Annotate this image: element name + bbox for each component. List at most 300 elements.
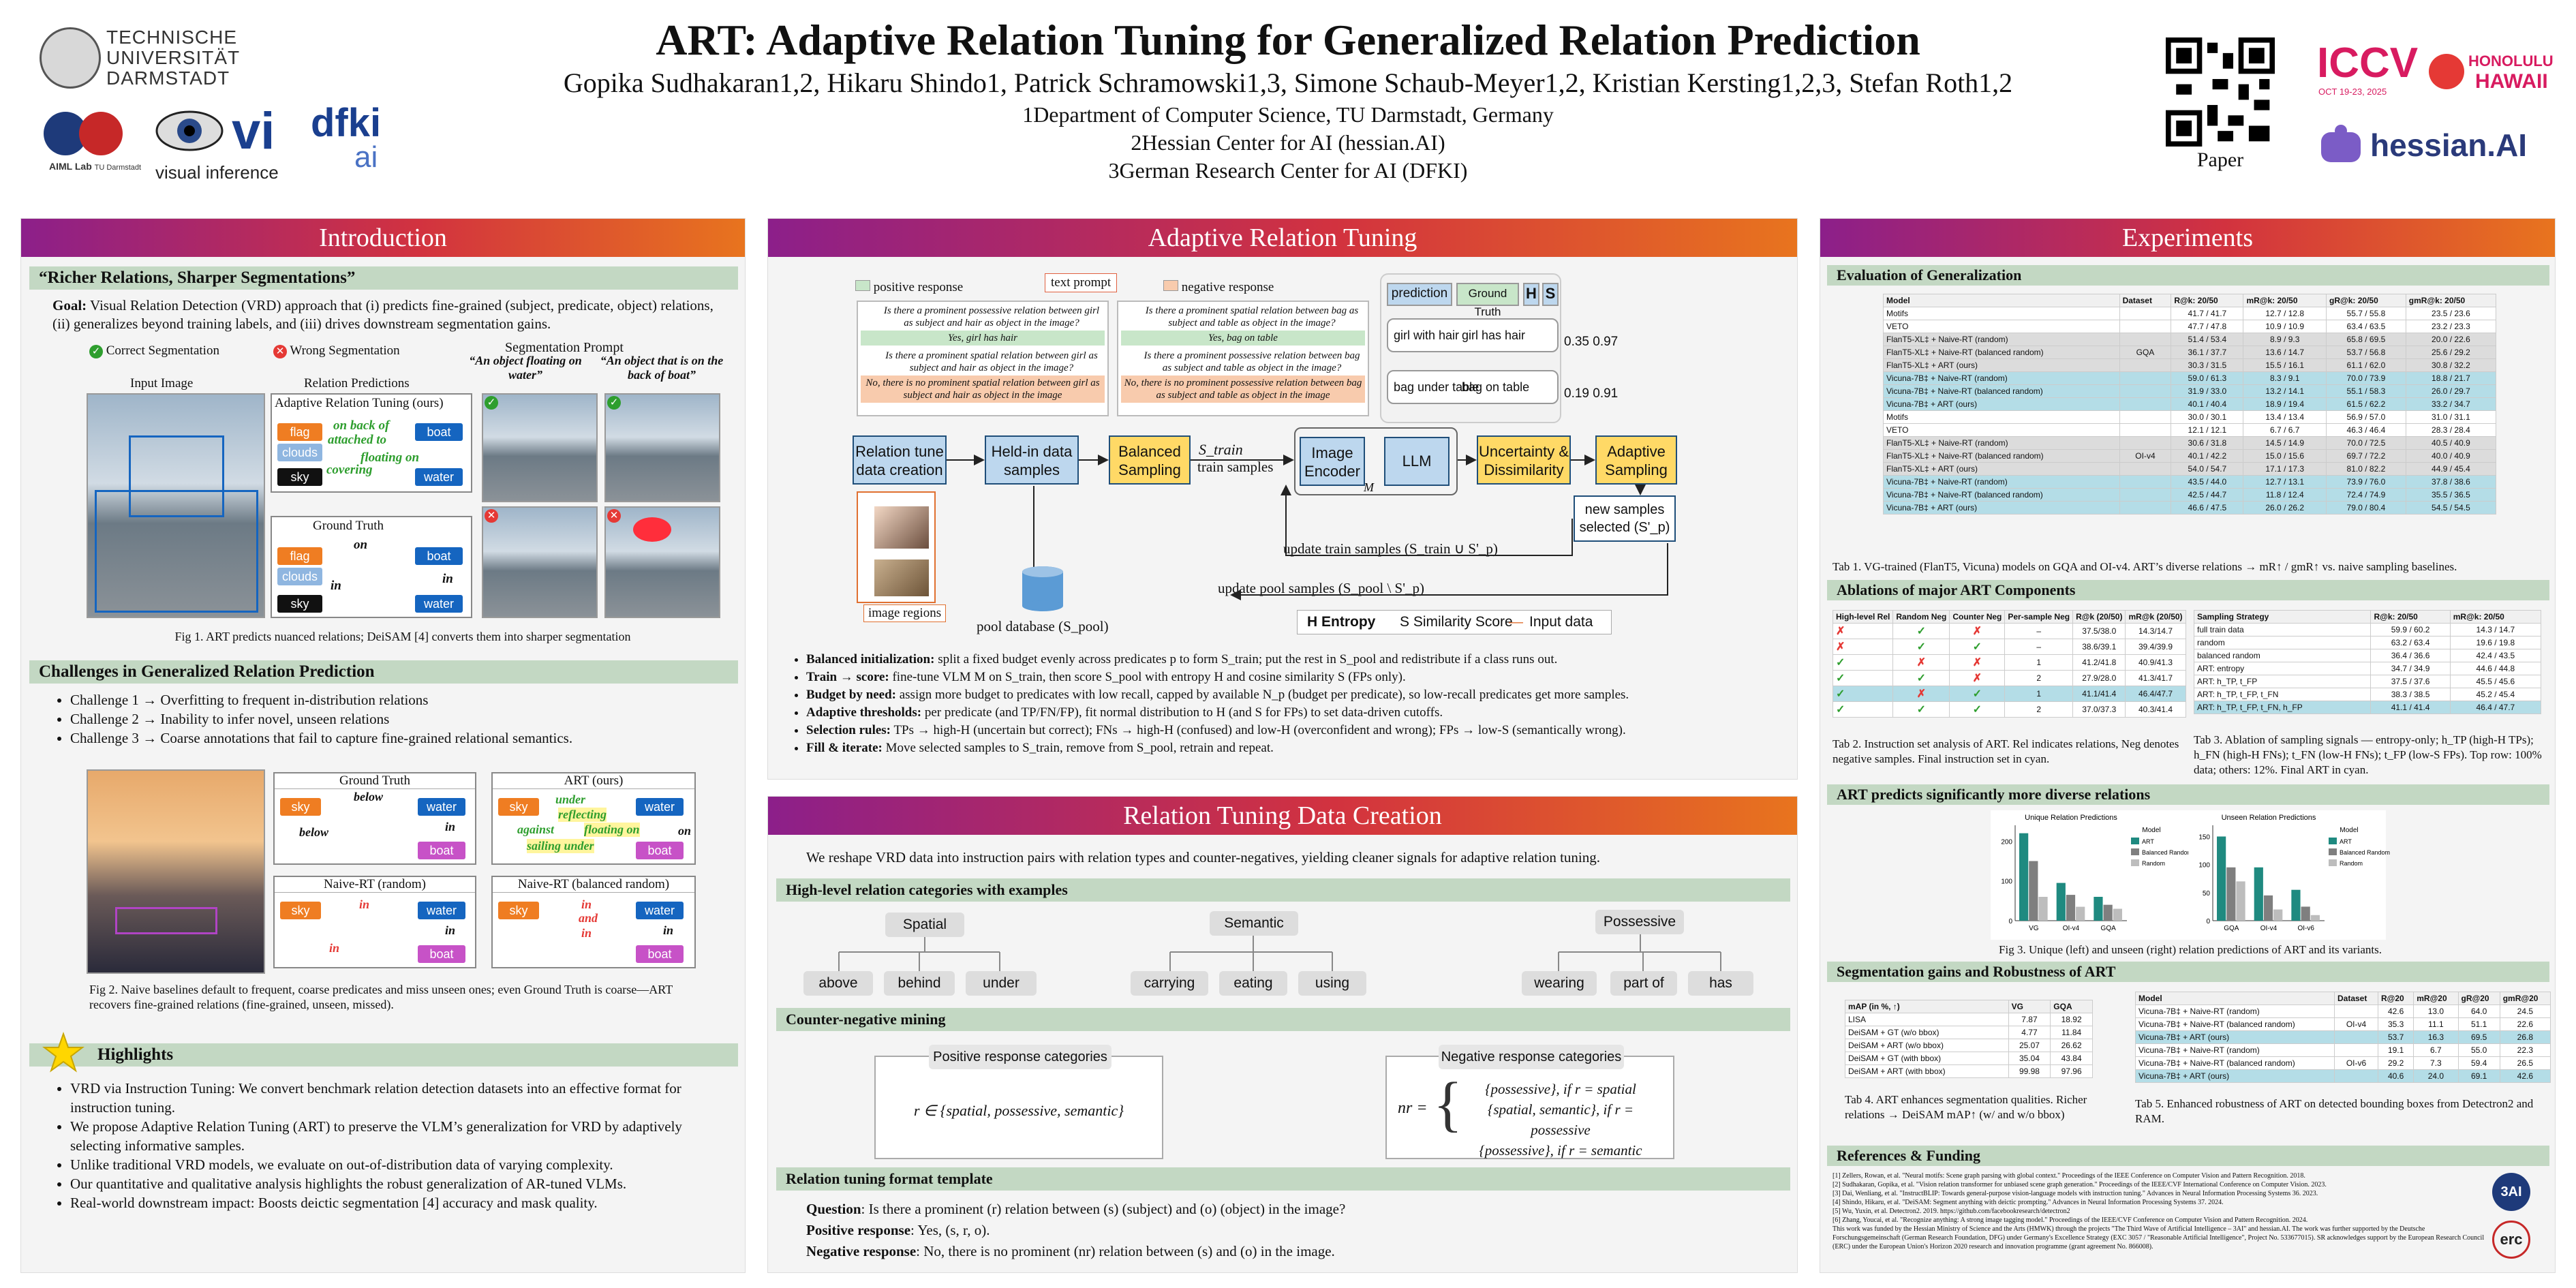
table-cell: 42.5 / 44.7 bbox=[2171, 489, 2243, 502]
table-header-cell: Per-sample Neg bbox=[2005, 611, 2073, 624]
table-row bbox=[1884, 424, 2496, 437]
table-cell: 20.0 / 22.6 bbox=[2406, 333, 2496, 346]
table-cell: 33.2 / 34.7 bbox=[2406, 398, 2496, 411]
affiliation-2: 2Hessian Center for AI (hessian.AI) bbox=[1131, 130, 1445, 155]
counter-negative-heading: Counter-negative mining bbox=[776, 1008, 1790, 1031]
y-tick-label: 200 bbox=[2001, 838, 2012, 846]
table-cell: 43.84 bbox=[2051, 1052, 2093, 1065]
references-heading: References & Funding bbox=[1827, 1146, 2549, 1166]
cross-icon: ✕ bbox=[273, 345, 287, 358]
table-cell bbox=[2119, 476, 2171, 489]
table-row bbox=[2194, 675, 2541, 688]
table-row bbox=[1845, 1052, 2093, 1065]
new-samples-selected: new samples selected (S'_p) bbox=[1574, 495, 1676, 542]
table-cell: 44.6 / 44.8 bbox=[2450, 662, 2541, 675]
positive-response-legend: positive response bbox=[855, 280, 963, 295]
image-regions-panel bbox=[857, 491, 936, 603]
legend-swatch bbox=[2131, 838, 2139, 844]
table-cell: 59.0 / 61.3 bbox=[2171, 372, 2243, 385]
table-cell: 46.4/47.7 bbox=[2126, 686, 2186, 702]
table-cell: Vicuna-7B‡ + Naive-RT (balanced random) bbox=[2136, 1057, 2335, 1070]
table-cell: 26.0 / 29.7 bbox=[2406, 385, 2496, 398]
table-header-cell: mR@20 bbox=[2414, 992, 2458, 1005]
gt-node-clouds: clouds bbox=[277, 568, 322, 585]
legend-wrong: ✕ Wrong Segmentation bbox=[273, 341, 400, 360]
hessian-ai-logo bbox=[2317, 121, 2549, 169]
table-row bbox=[1833, 639, 2186, 655]
table-cell: 14.5 / 14.9 bbox=[2243, 437, 2327, 450]
legend-swatch bbox=[2329, 848, 2337, 855]
paper-qr-code-icon[interactable] bbox=[2166, 37, 2275, 147]
update-train-label: update train samples (S_train ∪ S'_p) bbox=[1283, 540, 1498, 557]
fig2-naive-random: Naive-RT (random) sky water boat in in in bbox=[273, 876, 476, 968]
table-cell: 31.0 / 31.1 bbox=[2406, 411, 2496, 424]
star-icon bbox=[43, 1032, 84, 1073]
table-cell: 46.3 / 46.4 bbox=[2327, 424, 2406, 437]
table-header-cell: mR@k: 20/50 bbox=[2450, 611, 2541, 624]
table-cell bbox=[2119, 372, 2171, 385]
table-cell: 46.6 / 47.5 bbox=[2171, 502, 2243, 515]
nr-cases: {possessive}, if r = spatial {spatial, semantic}, if r = possessive {possessive}, if r = semantic bbox=[1479, 1081, 1642, 1159]
table-cell: 63.2 / 63.4 bbox=[2371, 637, 2450, 649]
template-negative: Negative response: No, there is no prominent (nr) relation between (s) and (o) in the image. bbox=[806, 1243, 1335, 1259]
table-cell: 42.6 bbox=[2378, 1005, 2414, 1018]
table-cell: FlanT5-XL‡ + Naive-RT (random) bbox=[1884, 437, 2120, 450]
example-carrying: carrying bbox=[1131, 971, 1208, 996]
image-regions-label: image regions bbox=[863, 604, 946, 622]
table-cell: 16.3 bbox=[2414, 1031, 2458, 1044]
table-cell: 8.9 / 9.3 bbox=[2243, 333, 2327, 346]
table-cell: 11.8 / 12.4 bbox=[2243, 489, 2327, 502]
check-icon: ✓ bbox=[89, 345, 103, 358]
node-flag: flag bbox=[277, 423, 322, 441]
table-cell: Vicuna-7B‡ + Naive-RT (balanced random) bbox=[1884, 385, 2120, 398]
table-cell: DeiSAM + ART (with bbox) bbox=[1845, 1065, 2009, 1078]
sunset-boat-image bbox=[87, 769, 265, 974]
table-cell: 41.7 / 41.7 bbox=[2171, 307, 2243, 320]
legend-label: Balanced Random bbox=[2340, 849, 2391, 856]
chart-title: Unseen Relation Predictions bbox=[2221, 814, 2316, 822]
table-row bbox=[2194, 624, 2541, 637]
table-row bbox=[1884, 398, 2496, 411]
table-header-cell: gR@k: 20/50 bbox=[2327, 294, 2406, 307]
table-row bbox=[1884, 411, 2496, 424]
table-cell: OI-v4 bbox=[2335, 1018, 2378, 1031]
intro-subtitle: “Richer Relations, Sharper Segmentations” bbox=[29, 266, 738, 290]
art-bullet-1: • Balanced initialization: split a fixed budget evenly across predicates p to form S_train; put the rest in S_pool and redistribute if a class runs out. bbox=[806, 651, 1783, 669]
example-has: has bbox=[1688, 971, 1753, 996]
table-row bbox=[2136, 1057, 2551, 1070]
table-cell bbox=[2335, 1031, 2378, 1044]
positive-categories-box bbox=[874, 1049, 1163, 1159]
highlights-list bbox=[52, 1079, 727, 1212]
table-cell: Motifs bbox=[1884, 411, 2120, 424]
table-cell: 40.1 / 40.4 bbox=[2171, 398, 2243, 411]
highlight-5: • Real-world downstream impact: Boosts deictic segmentation [4] accuracy and mask quality. bbox=[70, 1193, 727, 1212]
table-header-cell: mR@k: 20/50 bbox=[2243, 294, 2327, 307]
database-icon bbox=[1019, 565, 1067, 614]
table-row bbox=[1884, 320, 2496, 333]
bar bbox=[2094, 897, 2102, 921]
table-cell: 69.5 bbox=[2458, 1031, 2500, 1044]
table-cell bbox=[2119, 320, 2171, 333]
art-bullet-6: • Fill & iterate: Move selected samples to S_train, remove from S_pool, retrain and repeat. bbox=[806, 739, 1783, 757]
table-cell: FlanT5-XL‡ + ART (ours) bbox=[1884, 463, 2120, 476]
poster-title: ART: Adaptive Relation Tuning for Generalized Relation Prediction bbox=[656, 16, 1920, 64]
table-cell: 23.2 / 23.3 bbox=[2406, 320, 2496, 333]
table-row bbox=[1833, 655, 2186, 671]
hessian-ai-text: hessian.AI bbox=[2370, 127, 2528, 163]
table-cell: 18.8 / 21.7 bbox=[2406, 372, 2496, 385]
table-header-cell: Dataset bbox=[2335, 992, 2378, 1005]
table-cell: 54.5 / 54.5 bbox=[2406, 502, 2496, 515]
eval-heading: Evaluation of Generalization bbox=[1827, 265, 2549, 286]
table-cell: 41.2/41.8 bbox=[2073, 655, 2126, 671]
table-cell: ✓ bbox=[1833, 655, 1893, 671]
prediction-table bbox=[1380, 273, 1561, 423]
art-relation-graph bbox=[271, 393, 472, 493]
train-samples-label: train samples bbox=[1197, 459, 1274, 475]
gt-node-water: water bbox=[415, 595, 463, 613]
table-cell: 36.4 / 36.6 bbox=[2371, 649, 2450, 662]
table-row bbox=[2136, 1044, 2551, 1057]
category-tree-lines bbox=[768, 933, 1798, 974]
x-tick-label: OI-v4 bbox=[2260, 925, 2278, 932]
table-cell: 26.5 bbox=[2500, 1057, 2550, 1070]
table-cell: 61.1 / 62.0 bbox=[2327, 359, 2406, 372]
table-cell: ✓ bbox=[1893, 671, 1950, 686]
table-cell: 42.6 bbox=[2500, 1070, 2550, 1083]
table-cell: 81.0 / 82.2 bbox=[2327, 463, 2406, 476]
table-cell: 41.1 / 41.4 bbox=[2371, 701, 2450, 714]
table-cell: 46.4 / 47.7 bbox=[2450, 701, 2541, 714]
table-cell: 30.0 / 30.1 bbox=[2171, 411, 2243, 424]
legend-title: Model bbox=[2340, 827, 2359, 834]
table-cell: 54.0 / 54.7 bbox=[2171, 463, 2243, 476]
table-row bbox=[1884, 502, 2496, 515]
gt-edge-in: in bbox=[442, 572, 453, 586]
table-cell: 30.6 / 31.8 bbox=[2171, 437, 2243, 450]
table-cell: ART: entropy bbox=[2194, 662, 2371, 675]
challenge-3: • Challenge 3 → Coarse annotations that fail to capture fine-grained relational semantics. bbox=[70, 729, 727, 748]
table-cell: 41.3/41.7 bbox=[2126, 671, 2186, 686]
relation-tune-data-creation: Relation tune data creation bbox=[853, 435, 947, 485]
table-5-robustness bbox=[2135, 992, 2551, 1083]
table-cell: 34.7 / 34.9 bbox=[2371, 662, 2450, 675]
hessian-ai-icon bbox=[2317, 121, 2365, 169]
fig1-caption: Fig 1. ART predicts nuanced relations; DeiSAM [4] converts them into sharper segmentation bbox=[174, 630, 631, 643]
bar bbox=[2236, 881, 2245, 921]
r-set-formula: r ∈ {spatial, possessive, semantic} bbox=[913, 1102, 1124, 1119]
example-wearing: wearing bbox=[1522, 971, 1597, 996]
table-cell: 42.4 / 43.5 bbox=[2450, 649, 2541, 662]
balanced-sampling: Balanced Sampling bbox=[1109, 435, 1191, 485]
table-header-cell: Counter Neg bbox=[1950, 611, 2005, 624]
s-train-label: S_train bbox=[1199, 441, 1243, 458]
legend-swatch bbox=[2329, 838, 2337, 844]
bar bbox=[2264, 895, 2273, 921]
table-row bbox=[1845, 1026, 2093, 1039]
table-row bbox=[1884, 333, 2496, 346]
x-tick-label: GQA bbox=[2100, 925, 2116, 932]
table-cell: 28.3 / 28.4 bbox=[2406, 424, 2496, 437]
table-cell: 40.5 / 40.9 bbox=[2406, 437, 2496, 450]
y-tick-label: 0 bbox=[2206, 918, 2210, 925]
legend-swatch bbox=[2131, 848, 2139, 855]
table-cell: 63.4 / 63.5 bbox=[2327, 320, 2406, 333]
table-cell: 61.5 / 62.2 bbox=[2327, 398, 2406, 411]
table-cell bbox=[2119, 437, 2171, 450]
rtdc-intro: We reshape VRD data into instruction pairs with relation types and counter-negatives, yielding cleaner signals for adaptive relation tuning. bbox=[806, 849, 1600, 865]
example-above: above bbox=[803, 971, 873, 996]
prompt-card-1: Is there a prominent possessive relation between girl as subject and hair as object in the image? Yes, girl has hair Is there a prominent spatial relation between girl as subject and hair as object in the image? No, there is no prominent spatial relation between girl as subject and hair as object in the image bbox=[857, 301, 1109, 416]
dfki-logo: dfki bbox=[311, 101, 382, 145]
table-cell: 37.5/38.0 bbox=[2073, 624, 2126, 639]
table-4-segmentation bbox=[1845, 1000, 2093, 1078]
unique-relations-chart bbox=[1991, 810, 2193, 940]
fig2-art-ours: ART (ours) sky water boat under reflecting against floating on sailing under on bbox=[491, 772, 696, 865]
y-tick-label: 100 bbox=[2198, 861, 2210, 870]
table-cell: 36.1 / 37.7 bbox=[2171, 346, 2243, 359]
negative-categories-box bbox=[1385, 1049, 1674, 1159]
gt-node-sky: sky bbox=[277, 595, 322, 613]
bar bbox=[2104, 905, 2113, 921]
table-cell: 45.2 / 45.4 bbox=[2450, 688, 2541, 701]
table-cell bbox=[2335, 1005, 2378, 1018]
table-cell: 51.1 bbox=[2458, 1018, 2500, 1031]
table-row bbox=[2194, 688, 2541, 701]
table-cell: FlanT5-XL‡ + Naive-RT (random) bbox=[1884, 333, 2120, 346]
table-cell: 18.92 bbox=[2051, 1013, 2093, 1026]
edge-on-back-of: on back of bbox=[333, 418, 390, 433]
hawaii-text: HAWAII bbox=[2475, 70, 2548, 93]
table-cell: LISA bbox=[1845, 1013, 2009, 1026]
table-cell: 40.9/41.3 bbox=[2126, 655, 2186, 671]
tab3-caption: Tab 3. Ablation of sampling signals — entropy-only; h_TP (high-H TPs); h_FN (high-H FNs); t_FN (low-H FNs); t_FP (low-S FPs). Top row: 100% data; others: 12%. Final ART in cyan. bbox=[2194, 733, 2542, 776]
table-header-cell: Dataset bbox=[2119, 294, 2171, 307]
tab4-caption: Tab 4. ART enhances segmentation qualities. Richer relations → DeiSAM mAP↑ (w/ and w/o bbox) bbox=[1845, 1093, 2087, 1121]
table-cell: 12.7 / 13.1 bbox=[2243, 476, 2327, 489]
affiliation-3: 3German Research Center for AI (DFKI) bbox=[1108, 158, 1468, 183]
input-image-boat bbox=[87, 393, 265, 618]
table-cell: 37.0/37.3 bbox=[2073, 702, 2126, 718]
table-row bbox=[2194, 649, 2541, 662]
table-cell: 7.3 bbox=[2414, 1057, 2458, 1070]
llm: LLM bbox=[1384, 437, 1450, 486]
table-cell bbox=[2119, 385, 2171, 398]
table-row bbox=[1884, 346, 2496, 359]
table-cell: 79.0 / 80.4 bbox=[2327, 502, 2406, 515]
node-water: water bbox=[415, 468, 463, 486]
pred-scores-1: 0.35 0.97 bbox=[1564, 335, 1619, 349]
3ai-logo-icon: 3AI bbox=[2492, 1173, 2530, 1211]
table-cell bbox=[2119, 424, 2171, 437]
table-row bbox=[1833, 624, 2186, 639]
template-question: Question: Is there a prominent (r) relation between (s) (subject) and (o) (object) in the image? bbox=[806, 1201, 1346, 1217]
table-row bbox=[2194, 701, 2541, 714]
format-template bbox=[806, 1199, 1760, 1262]
table-cell: ART: h_TP, t_FP, t_FN, h_FP bbox=[2194, 701, 2371, 714]
erc-logo-icon: erc bbox=[2492, 1221, 2530, 1259]
art-bullet-4: • Adaptive thresholds: per predicate (and TP/FN/FP), fit normal distribution to H (and S for FPs) to set data-driven cutoffs. bbox=[806, 704, 1783, 722]
seg-prompt-label: Segmentation Prompt bbox=[505, 340, 624, 355]
reference-item: [2] Sudhakaran, Gopika, et al. "Vision relation transformer for unbiased scene graph generation." Proceedings of the IEEE/CVF International Conference on Computer Vision. 2023. bbox=[1833, 1181, 2327, 1189]
table-cell: ✗ bbox=[1833, 624, 1893, 639]
held-in-data-samples: Held-in data samples bbox=[985, 435, 1079, 485]
pred-head-s: S bbox=[1542, 283, 1559, 306]
table-cell: 13.2 / 14.1 bbox=[2243, 385, 2327, 398]
input-image-label: Input Image bbox=[130, 376, 194, 390]
art-heading: Adaptive Relation Tuning bbox=[768, 219, 1797, 257]
legend-swatch bbox=[2329, 859, 2337, 866]
table-cell: 70.0 / 72.5 bbox=[2327, 437, 2406, 450]
table-row bbox=[1884, 372, 2496, 385]
table-cell: 26.8 bbox=[2500, 1031, 2550, 1044]
table-cell: ✓ bbox=[1950, 686, 2005, 702]
node-clouds: clouds bbox=[277, 444, 322, 461]
art-bullet-3: • Budget by need: assign more budget to predicates with low recall, capped by available N_p (budget per predicate), so low-recall predicates get more samples. bbox=[806, 686, 1783, 704]
table-cell: 10.9 / 10.9 bbox=[2243, 320, 2327, 333]
table-cell: ✓ bbox=[1833, 671, 1893, 686]
table-cell: 15.5 / 16.1 bbox=[2243, 359, 2327, 372]
table-cell: Vicuna-7B‡ + Naive-RT (random) bbox=[1884, 476, 2120, 489]
model-m-label: M bbox=[1364, 480, 1374, 494]
reference-item: [4] Shindo, Hikaru, et al. "DeiSAM: Segment anything with deictic prompting." Advances in Neural Information Processing Systems 37. 2024. bbox=[1833, 1199, 2224, 1206]
bar bbox=[2038, 897, 2047, 921]
table-cell: ✓ bbox=[1950, 702, 2005, 718]
table-cell: 18.9 / 19.4 bbox=[2243, 398, 2327, 411]
tu-darmstadt-name: TECHNISCHE UNIVERSITÄT DARMSTADT bbox=[106, 27, 241, 89]
tab2-caption: Tab 2. Instruction set analysis of ART. Rel indicates relations, Neg denotes negative samples. Final instruction set in cyan. bbox=[1833, 737, 2179, 765]
table-header-cell: R@20 bbox=[2378, 992, 2414, 1005]
art-bullet-5: • Selection rules: TPs → high-H (uncertain but correct); FNs → high-H (confused) and low-H (overconfident and wrong); FPs → low-S (semantically wrong). bbox=[806, 722, 1783, 739]
table-cell: ✓ bbox=[1833, 702, 1893, 718]
legend-label: Random bbox=[2142, 860, 2166, 867]
table-cell: 55.0 bbox=[2458, 1044, 2500, 1057]
gt-relation-graph bbox=[271, 516, 472, 618]
table-row bbox=[1884, 450, 2496, 463]
bar bbox=[2301, 906, 2310, 921]
table-cell: 6.7 / 6.7 bbox=[2243, 424, 2327, 437]
pred-head-h: H bbox=[1523, 283, 1539, 306]
prompt-card-2: Is there a prominent spatial relation between bag as subject and table as object in the image? Yes, bag on table Is there a prominent possessive relation between bag as subject and table as object in the image? No, there is no prominent possessive relation between bag as subject and table as object in the image bbox=[1117, 301, 1369, 416]
dfki-ai-logo: ai bbox=[354, 140, 378, 174]
chart-title: Unique Relation Predictions bbox=[2025, 814, 2117, 822]
table-row bbox=[1884, 359, 2496, 372]
visual-inference-label: visual inference bbox=[155, 162, 279, 183]
table-cell: ✗ bbox=[1950, 624, 2005, 639]
table-cell: 6.7 bbox=[2414, 1044, 2458, 1057]
legend-label: ART bbox=[2340, 838, 2352, 845]
art-graph-title: Adaptive Relation Tuning (ours) bbox=[275, 396, 444, 410]
table-cell: 69.7 / 72.2 bbox=[2327, 450, 2406, 463]
table-cell: 35.5 / 36.5 bbox=[2406, 489, 2496, 502]
tab1-caption: Tab 1. VG-trained (FlanT5, Vicuna) models on GQA and OI-v4. ART’s diverse relations → mR↑ / gmR↑ vs. naive sampling baselines. bbox=[1833, 560, 2457, 573]
table-cell: 35.3 bbox=[2378, 1018, 2414, 1031]
table-header-cell: Model bbox=[1884, 294, 2120, 307]
table-cell: FlanT5-XL‡ + Naive-RT (balanced random) bbox=[1884, 450, 2120, 463]
bar bbox=[2273, 910, 2282, 921]
pred-scores-2: 0.19 0.91 bbox=[1564, 386, 1619, 401]
pred-head-prediction: prediction bbox=[1387, 283, 1452, 306]
table-row bbox=[2136, 1070, 2551, 1083]
table-row bbox=[1845, 1013, 2093, 1026]
table-row bbox=[2194, 662, 2541, 675]
category-possessive: Possessive bbox=[1595, 910, 1684, 934]
reference-item: [5] Wu, Yuxin, et al. Detectron2. 2019. https://github.com/facebookresearch/detectron2 bbox=[1833, 1208, 2070, 1215]
table-cell: DeiSAM + ART (w/o bbox) bbox=[1845, 1039, 2009, 1052]
unseen-relations-chart bbox=[2188, 810, 2391, 940]
bar bbox=[2029, 861, 2038, 921]
seg-result-gt-2: ✕ bbox=[604, 506, 720, 618]
table-cell: 40.3/41.4 bbox=[2126, 702, 2186, 718]
table-cell: 59.4 bbox=[2458, 1057, 2500, 1070]
honolulu-text: HONOLULU bbox=[2468, 52, 2554, 70]
table-header-cell: gR@20 bbox=[2458, 992, 2500, 1005]
node-boat: boat bbox=[415, 423, 463, 441]
example-part-of: part of bbox=[1610, 971, 1677, 996]
category-semantic: Semantic bbox=[1210, 911, 1298, 936]
fig2-ground-truth: Ground Truth sky water boat below below in bbox=[273, 772, 476, 865]
highlights-heading: Highlights bbox=[29, 1043, 738, 1067]
table-cell: 30.8 / 32.2 bbox=[2406, 359, 2496, 372]
seg-result-gt-1: ✕ bbox=[482, 506, 598, 618]
table-cell: OI-v6 bbox=[2335, 1057, 2378, 1070]
table-row bbox=[1884, 385, 2496, 398]
bar bbox=[2019, 833, 2028, 921]
experiments-column bbox=[1820, 218, 2556, 1273]
table-cell: 2 bbox=[2005, 702, 2073, 718]
bar bbox=[2217, 836, 2226, 921]
gt-graph-title: Ground Truth bbox=[313, 519, 384, 533]
table-cell: 12.7 / 12.8 bbox=[2243, 307, 2327, 320]
table-row bbox=[1833, 702, 2186, 718]
table-cell: balanced random bbox=[2194, 649, 2371, 662]
pred-head-gt: Ground Truth bbox=[1456, 283, 1519, 306]
table-cell: 14.3 / 14.7 bbox=[2450, 624, 2541, 637]
iccv-date: OCT 19-23, 2025 bbox=[2318, 87, 2387, 97]
reference-item: [6] Zhang, Youcai, et al. "Recognize anything: A strong image tagging model." Proceedings of the IEEE/CVF Conference on Computer Vision and Pattern Recognition. 2024. bbox=[1833, 1216, 2308, 1224]
fig2-caption: Fig 2. Naive baselines default to frequent, coarse predicates and miss unseen ones; even Ground Truth is coarse—ART recovers fine-grained relations (fine-grained, unseen, missed). bbox=[89, 983, 673, 1011]
table-cell: 38.6/39.1 bbox=[2073, 639, 2126, 655]
table-cell: 37.5 / 37.6 bbox=[2371, 675, 2450, 688]
table-cell: GQA bbox=[2119, 346, 2171, 359]
table-cell: 17.1 / 17.3 bbox=[2243, 463, 2327, 476]
category-spatial: Spatial bbox=[885, 913, 964, 937]
table-cell: 40.0 / 40.9 bbox=[2406, 450, 2496, 463]
table-cell: 22.6 bbox=[2500, 1018, 2550, 1031]
x-tick-label: VG bbox=[2029, 925, 2039, 932]
pred-row-2: bag under table bag on table bbox=[1387, 370, 1559, 404]
legend-label: ART bbox=[2142, 838, 2154, 845]
table-cell: 24.5 bbox=[2500, 1005, 2550, 1018]
table-cell: 72.4 / 74.9 bbox=[2327, 489, 2406, 502]
poster-header bbox=[0, 0, 2576, 199]
table-cell bbox=[2119, 463, 2171, 476]
table-cell: FlanT5-XL‡ + ART (ours) bbox=[1884, 359, 2120, 372]
table-cell: 59.9 / 60.2 bbox=[2371, 624, 2450, 637]
affiliation-1: 1Department of Computer Science, TU Darmstadt, Germany bbox=[1022, 102, 1554, 127]
table-cell: ✓ bbox=[1833, 686, 1893, 702]
iccv-honolulu-logo-icon bbox=[2317, 37, 2554, 106]
bar bbox=[2254, 868, 2263, 921]
table-cell: ✗ bbox=[1950, 655, 2005, 671]
table-cell: ART: h_TP, t_FP, t_FN bbox=[2194, 688, 2371, 701]
table-header-cell: gmR@k: 20/50 bbox=[2406, 294, 2496, 307]
table-cell: 73.9 / 76.0 bbox=[2327, 476, 2406, 489]
table-cell: 27.9/28.0 bbox=[2073, 671, 2126, 686]
legend-swatch bbox=[2131, 859, 2139, 866]
